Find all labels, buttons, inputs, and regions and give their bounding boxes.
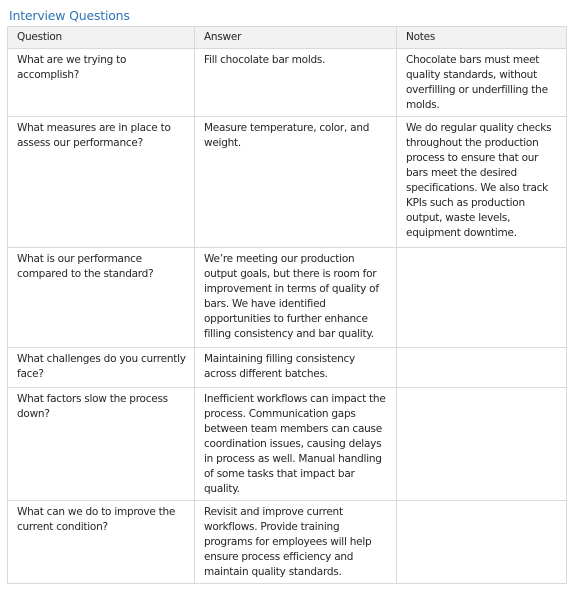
header-notes: Notes [397, 27, 567, 49]
answer-cell[interactable]: Measure temperature, color, and weight. [195, 117, 397, 248]
answer-cell[interactable]: Revisit and improve current workflows. Provide training programs for employees will help ensure process efficiency and maintain quality standards. [195, 501, 397, 584]
interview-questions-table [7, 26, 567, 584]
table-row [8, 49, 567, 117]
notes-cell[interactable] [397, 348, 567, 388]
question-cell[interactable]: What can we do to improve the current condition? [8, 501, 195, 584]
answer-cell[interactable]: Fill chocolate bar molds. [195, 49, 397, 117]
question-cell[interactable]: What measures are in place to assess our performance? [8, 117, 195, 248]
document-title: Interview Questions [9, 8, 130, 23]
table-row [8, 388, 567, 501]
table-row [8, 501, 567, 584]
header-answer: Answer [195, 27, 397, 49]
answer-cell[interactable]: Maintaining filling consistency across different batches. [195, 348, 397, 388]
answer-cell[interactable]: We’re meeting our production output goals, but there is room for improvement in terms of quality of bars. We have identified opportunities to further enhance filling consistency and bar quality. [195, 248, 397, 348]
header-question: Question [8, 27, 195, 49]
notes-cell[interactable] [397, 501, 567, 584]
table-row [8, 248, 567, 348]
question-cell[interactable]: What are we trying to accomplish? [8, 49, 195, 117]
question-cell[interactable]: What challenges do you currently face? [8, 348, 195, 388]
answer-cell[interactable]: Inefficient workflows can impact the process. Communication gaps between team members can cause coordination issues, causing delays in process as well. Manual handling of some tasks that impact bar quality. [195, 388, 397, 501]
notes-cell[interactable] [397, 248, 567, 348]
table-row [8, 348, 567, 388]
notes-cell[interactable]: We do regular quality checks throughout the production process to ensure that our bars meet the desired specifications. We also track KPIs such as production output, waste levels, equipment downtime. [397, 117, 567, 248]
notes-cell[interactable]: Chocolate bars must meet quality standards, without overfilling or underfilling the molds. [397, 49, 567, 117]
table-row [8, 117, 567, 248]
notes-cell[interactable] [397, 388, 567, 501]
table-header-row [8, 27, 567, 49]
question-cell[interactable]: What is our performance compared to the standard? [8, 248, 195, 348]
question-cell[interactable]: What factors slow the process down? [8, 388, 195, 501]
